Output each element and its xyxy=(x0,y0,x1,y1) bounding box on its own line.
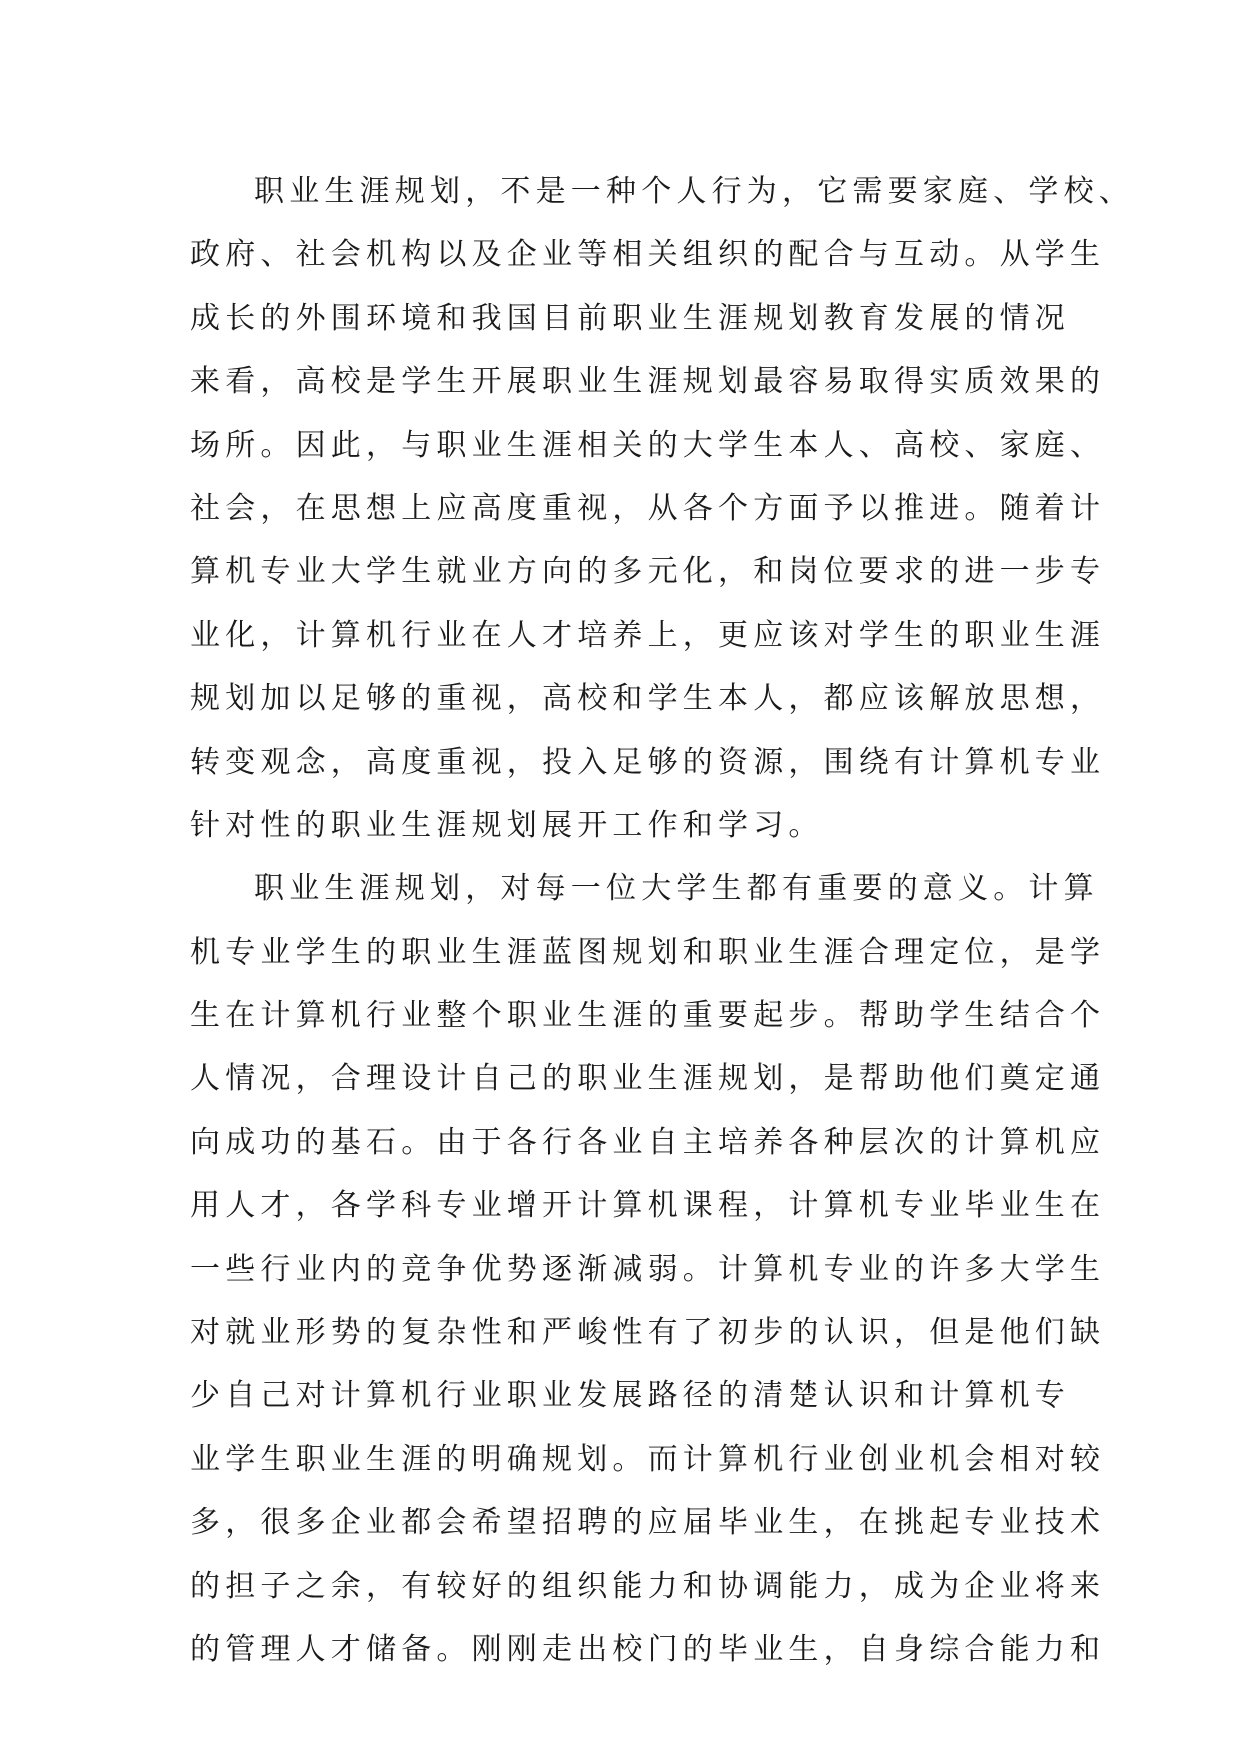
text-line: 规划加以足够的重视，高校和学生本人，都应该解放思想， xyxy=(190,681,1106,717)
text-line: 针对性的职业生涯规划展开工作和学习。 xyxy=(190,807,824,843)
text-line: 多，很多企业都会希望招聘的应届毕业生，在挑起专业技术 xyxy=(190,1505,1106,1541)
text-line: 场所。因此，与职业生涯相关的大学生本人、高校、家庭、 xyxy=(190,427,1106,463)
text-line: 来看，高校是学生开展职业生涯规划最容易取得实质效果的 xyxy=(190,364,1106,400)
paragraph-1 xyxy=(190,160,1134,857)
text-line: 人情况，合理设计自己的职业生涯规划，是帮助他们奠定通 xyxy=(190,1061,1106,1097)
text-line: 一些行业内的竞争优势逐渐减弱。计算机专业的许多大学生 xyxy=(190,1251,1106,1287)
text-line: 社会，在思想上应高度重视，从各个方面予以推进。随着计 xyxy=(190,490,1106,526)
text-line: 对就业形势的复杂性和严峻性有了初步的认识，但是他们缺 xyxy=(190,1315,1106,1351)
paragraph-2 xyxy=(190,857,1106,1681)
text-line: 职业生涯规划，对每一位大学生都有重要的意义。计算 xyxy=(254,871,1099,907)
text-line: 生在计算机行业整个职业生涯的重要起步。帮助学生结合个 xyxy=(190,998,1106,1034)
text-line: 机专业学生的职业生涯蓝图规划和职业生涯合理定位，是学 xyxy=(190,934,1106,970)
text-line: 用人才，各学科专业增开计算机课程，计算机专业毕业生在 xyxy=(190,1188,1106,1224)
text-line: 职业生涯规划，不是一种个人行为，它需要家庭、学校、 xyxy=(254,174,1134,209)
text-line: 成长的外围环境和我国目前职业生涯规划教育发展的情况 xyxy=(190,300,1070,336)
text-line: 业学生职业生涯的明确规划。而计算机行业创业机会相对较 xyxy=(190,1441,1106,1477)
text-line: 的担子之余，有较好的组织能力和协调能力，成为企业将来 xyxy=(190,1568,1106,1604)
text-line: 政府、社会机构以及企业等相关组织的配合与互动。从学生 xyxy=(190,237,1106,273)
text-line: 算机专业大学生就业方向的多元化，和岗位要求的进一步专 xyxy=(190,554,1106,590)
text-line: 的管理人才储备。刚刚走出校门的毕业生，自身综合能力和 xyxy=(190,1631,1106,1667)
text-line: 向成功的基石。由于各行各业自主培养各种层次的计算机应 xyxy=(190,1124,1106,1160)
text-line: 业化，计算机行业在人才培养上，更应该对学生的职业生涯 xyxy=(190,617,1106,653)
body-text xyxy=(190,160,1134,1681)
text-line: 转变观念，高度重视，投入足够的资源，围绕有计算机专业 xyxy=(190,744,1106,780)
text-line: 少自己对计算机行业职业发展路径的清楚认识和计算机专 xyxy=(190,1378,1070,1414)
